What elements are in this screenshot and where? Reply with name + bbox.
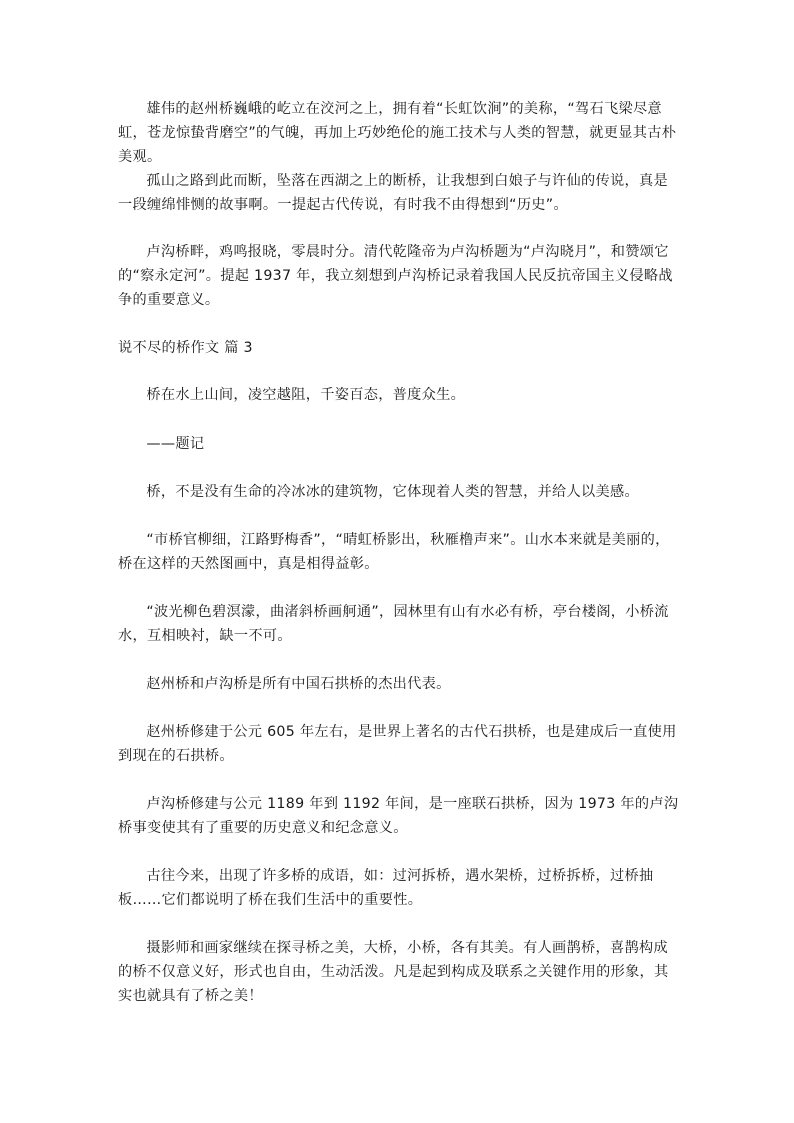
paragraph-stone-arch-representatives: 赵州桥和卢沟桥是所有中国石拱桥的杰出代表。 — [146, 676, 451, 692]
paragraph-broken-bridge: 孤山之路到此而断，坠落在西湖之上的断桥，让我想到白娘子与许仙的传说，真是一段缠绵悱恻的故事啊。一提起古代传说，有时我不由得想到“历史”。 — [118, 173, 668, 213]
paragraph-bridge-wisdom: 桥，不是没有生命的冷冰冰的建筑物，它体现着人类的智慧，并给人以美感。 — [146, 484, 639, 500]
paragraph-lugou-bridge-history: 卢沟桥畔，鸡鸣报晓，零晨时分。清代乾隆帝为卢沟桥题为“卢沟晓月”，和赞颂它的“察永定河”。提起 1937 年，我立刻想到卢沟桥记录着我国人民反抗帝国主义侵略战争的重要意义。 — [118, 244, 673, 308]
paragraph-lugou-bridge-facts: 卢沟桥修建与公元 1189 年到 1192 年间，是一座联石拱桥，因为 1973 年的卢沟桥事变使其有了重要的历史意义和纪念意义。 — [118, 796, 679, 836]
paragraph-garden-poem: “波光柳色碧溟濛，曲渚斜桥画舸通”，园林里有山有水必有桥，亭台楼阁，小桥流水，互相映衬，缺一不可。 — [118, 604, 669, 644]
paragraph-epigraph-label: ——题记 — [146, 436, 205, 452]
paragraph-zhaozhou-bridge-facts: 赵州桥修建于公元 605 年左右，是世界上著名的古代石拱桥，也是建成后一直使用到现在的石拱桥。 — [118, 724, 677, 764]
paragraph-zhaozhou-bridge-intro: 雄伟的赵州桥巍峨的屹立在洨河之上，拥有着“长虹饮涧”的美称，“驾石飞梁尽意虹，苍龙惊蛰背磨空”的气魄，再加上巧妙绝伦的施工技术与人类的智慧，就更显其古朴美观。 — [118, 101, 677, 165]
paragraph-bridge-idioms: 古往今来，出现了许多桥的成语，如：过河拆桥，遇水架桥，过桥拆桥，过桥抽板……它们都说明了桥在我们生活中的重要性。 — [118, 868, 654, 908]
paragraph-bridge-intro: 桥在水上山间，凌空越阻，千姿百态，普度众生。 — [146, 387, 466, 403]
paragraph-landscape-poem: “市桥官柳细，江路野梅香”，“晴虹桥影出，秋雁橹声来”。山水本来就是美丽的，桥在这样的天然图画中，真是相得益彰。 — [118, 532, 670, 572]
section-heading: 说不尽的桥作文 篇 3 — [118, 340, 253, 356]
paragraph-beauty-of-bridges: 摄影师和画家继续在探寻桥之美，大桥，小桥，各有其美。有人画鹊桥，喜鹊构成的桥不仅意义好，形式也自由，生动活泼。凡是起到构成及联系之关键作用的形象，其实也就具有了桥之美！ — [118, 940, 669, 1004]
